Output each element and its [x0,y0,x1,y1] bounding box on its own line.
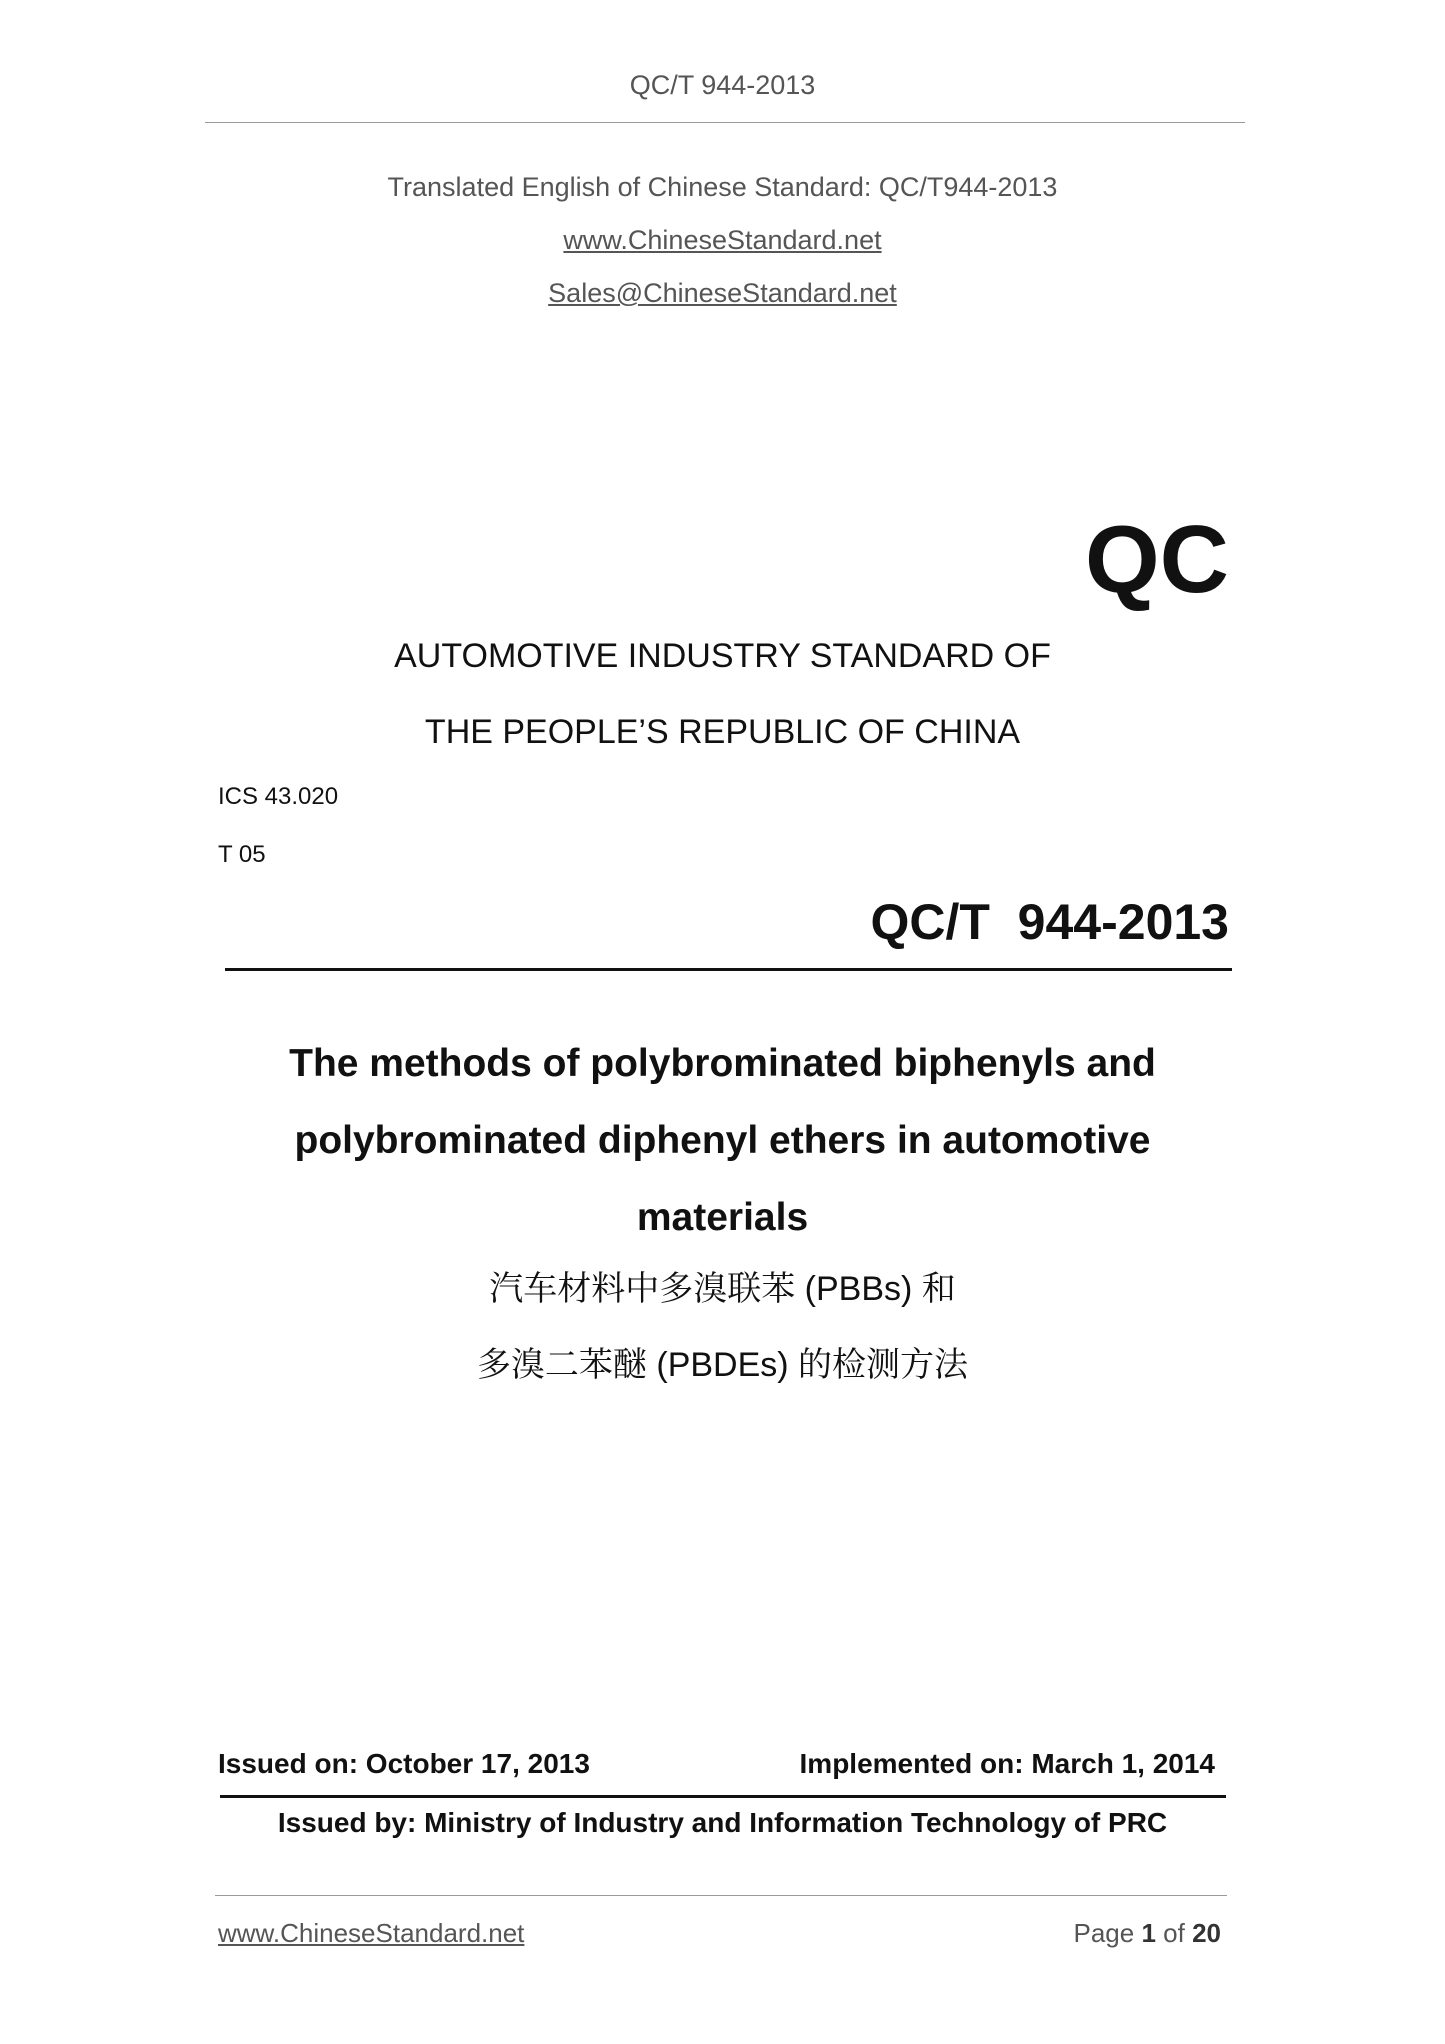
issue-divider [220,1795,1226,1798]
issued-by: Issued by: Ministry of Industry and Information Technology of PRC [277,1807,1168,1838]
title-line-3: materials [636,1196,809,1239]
running-header: QC/T 944-2013 [629,70,816,100]
ics-code: ICS 43.020 [218,783,339,810]
standard-number: QC/T 944-2013 [870,894,1229,950]
page-current: 1 [1141,1918,1156,1948]
chinese-title-line-2: 多溴二苯醚 (PBDEs) 的检测方法 [476,1346,969,1384]
implemented-on-date: Implemented on: March 1, 2014 [799,1748,1215,1779]
email-link-row [0,278,1445,309]
standard-number-rule [225,968,1232,971]
page-number [1073,1918,1221,1949]
standard-logo-code: QC [1085,506,1229,613]
website-link-row [0,225,1445,256]
issued-on-date: Issued on: October 17, 2013 [218,1748,590,1779]
authority-line-2: THE PEOPLE’S REPUBLIC OF CHINA [424,713,1021,751]
title-line-2: polybrominated diphenyl ethers in automotive [294,1119,1151,1162]
translation-notice: Translated English of Chinese Standard: QC/T944-2013 [387,172,1058,202]
page-of-label: of [1163,1918,1185,1948]
page-total: 20 [1192,1918,1221,1948]
website-link[interactable]: www.ChineseStandard.net [563,225,882,255]
classification-code: T 05 [218,841,266,868]
document-title [0,1025,1445,1256]
footer-website-link[interactable]: www.ChineseStandard.net [218,1918,525,1948]
chinese-title-line-1: 汽车材料中多溴联苯 (PBBs) 和 [489,1270,956,1308]
page-label: Page [1073,1918,1135,1948]
title-line-1: The methods of polybrominated biphenyls and [289,1042,1156,1085]
email-link[interactable]: Sales@ChineseStandard.net [548,278,897,308]
authority-line-1: AUTOMOTIVE INDUSTRY STANDARD OF [394,637,1051,675]
footer-divider [215,1895,1227,1896]
header-divider [205,122,1245,123]
